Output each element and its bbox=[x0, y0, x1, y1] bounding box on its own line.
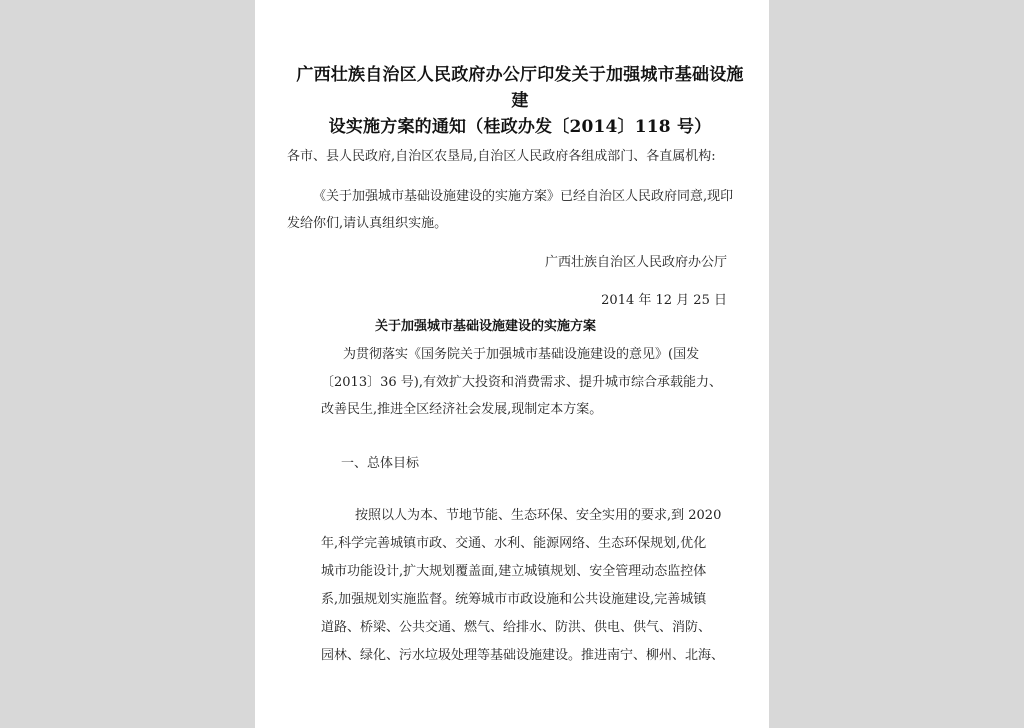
plan-title: 关于加强城市基础设施建设的实施方案 bbox=[375, 319, 597, 334]
plan-intro-line: 〔2013〕36 号),有效扩大投资和消费需求、提升城市综合承载能力、 bbox=[321, 375, 722, 390]
section-body-line: 按照以人为本、节地节能、生态环保、安全实用的要求,到 2020 bbox=[355, 508, 722, 523]
section-body-line: 园林、绿化、污水垃圾处理等基础设施建设。推进南宁、柳州、北海、 bbox=[321, 648, 725, 663]
section-heading: 一、总体目标 bbox=[341, 456, 420, 471]
section-body-line: 道路、桥梁、公共交通、燃气、给排水、防洪、供电、供气、消防、 bbox=[321, 620, 712, 635]
notice-title-line-2: 设实施方案的通知（桂政办发〔2014〕118 号） bbox=[328, 117, 712, 137]
addressee-line: 各市、县人民政府,自治区农垦局,自治区人民政府各组成部门、各直属机构: bbox=[287, 149, 716, 164]
document-page bbox=[255, 0, 769, 728]
notice-body-line: 发给你们,请认真组织实施。 bbox=[287, 216, 448, 231]
plan-intro-line: 为贯彻落实《国务院关于加强城市基础设施建设的意见》(国发 bbox=[343, 347, 700, 362]
notice-title bbox=[295, 62, 745, 140]
issuer-name: 广西壮族自治区人民政府办公厅 bbox=[544, 255, 727, 270]
issue-date: 2014 年 12 月 25 日 bbox=[601, 293, 727, 308]
section-body-line: 年,科学完善城镇市政、交通、水利、能源网络、生态环保规划,优化 bbox=[321, 536, 707, 551]
section-body-line: 系,加强规划实施监督。统筹城市市政设施和公共设施建设,完善城镇 bbox=[321, 592, 707, 607]
section-body-line: 城市功能设计,扩大规划覆盖面,建立城镇规划、安全管理动态监控体 bbox=[321, 564, 707, 579]
plan-intro-line: 改善民生,推进全区经济社会发展,现制定本方案。 bbox=[321, 402, 603, 417]
notice-body-line: 《关于加强城市基础设施建设的实施方案》已经自治区人民政府同意,现印 bbox=[313, 189, 734, 204]
notice-title-line-1: 广西壮族自治区人民政府办公厅印发关于加强城市基础设施建 bbox=[296, 65, 744, 111]
